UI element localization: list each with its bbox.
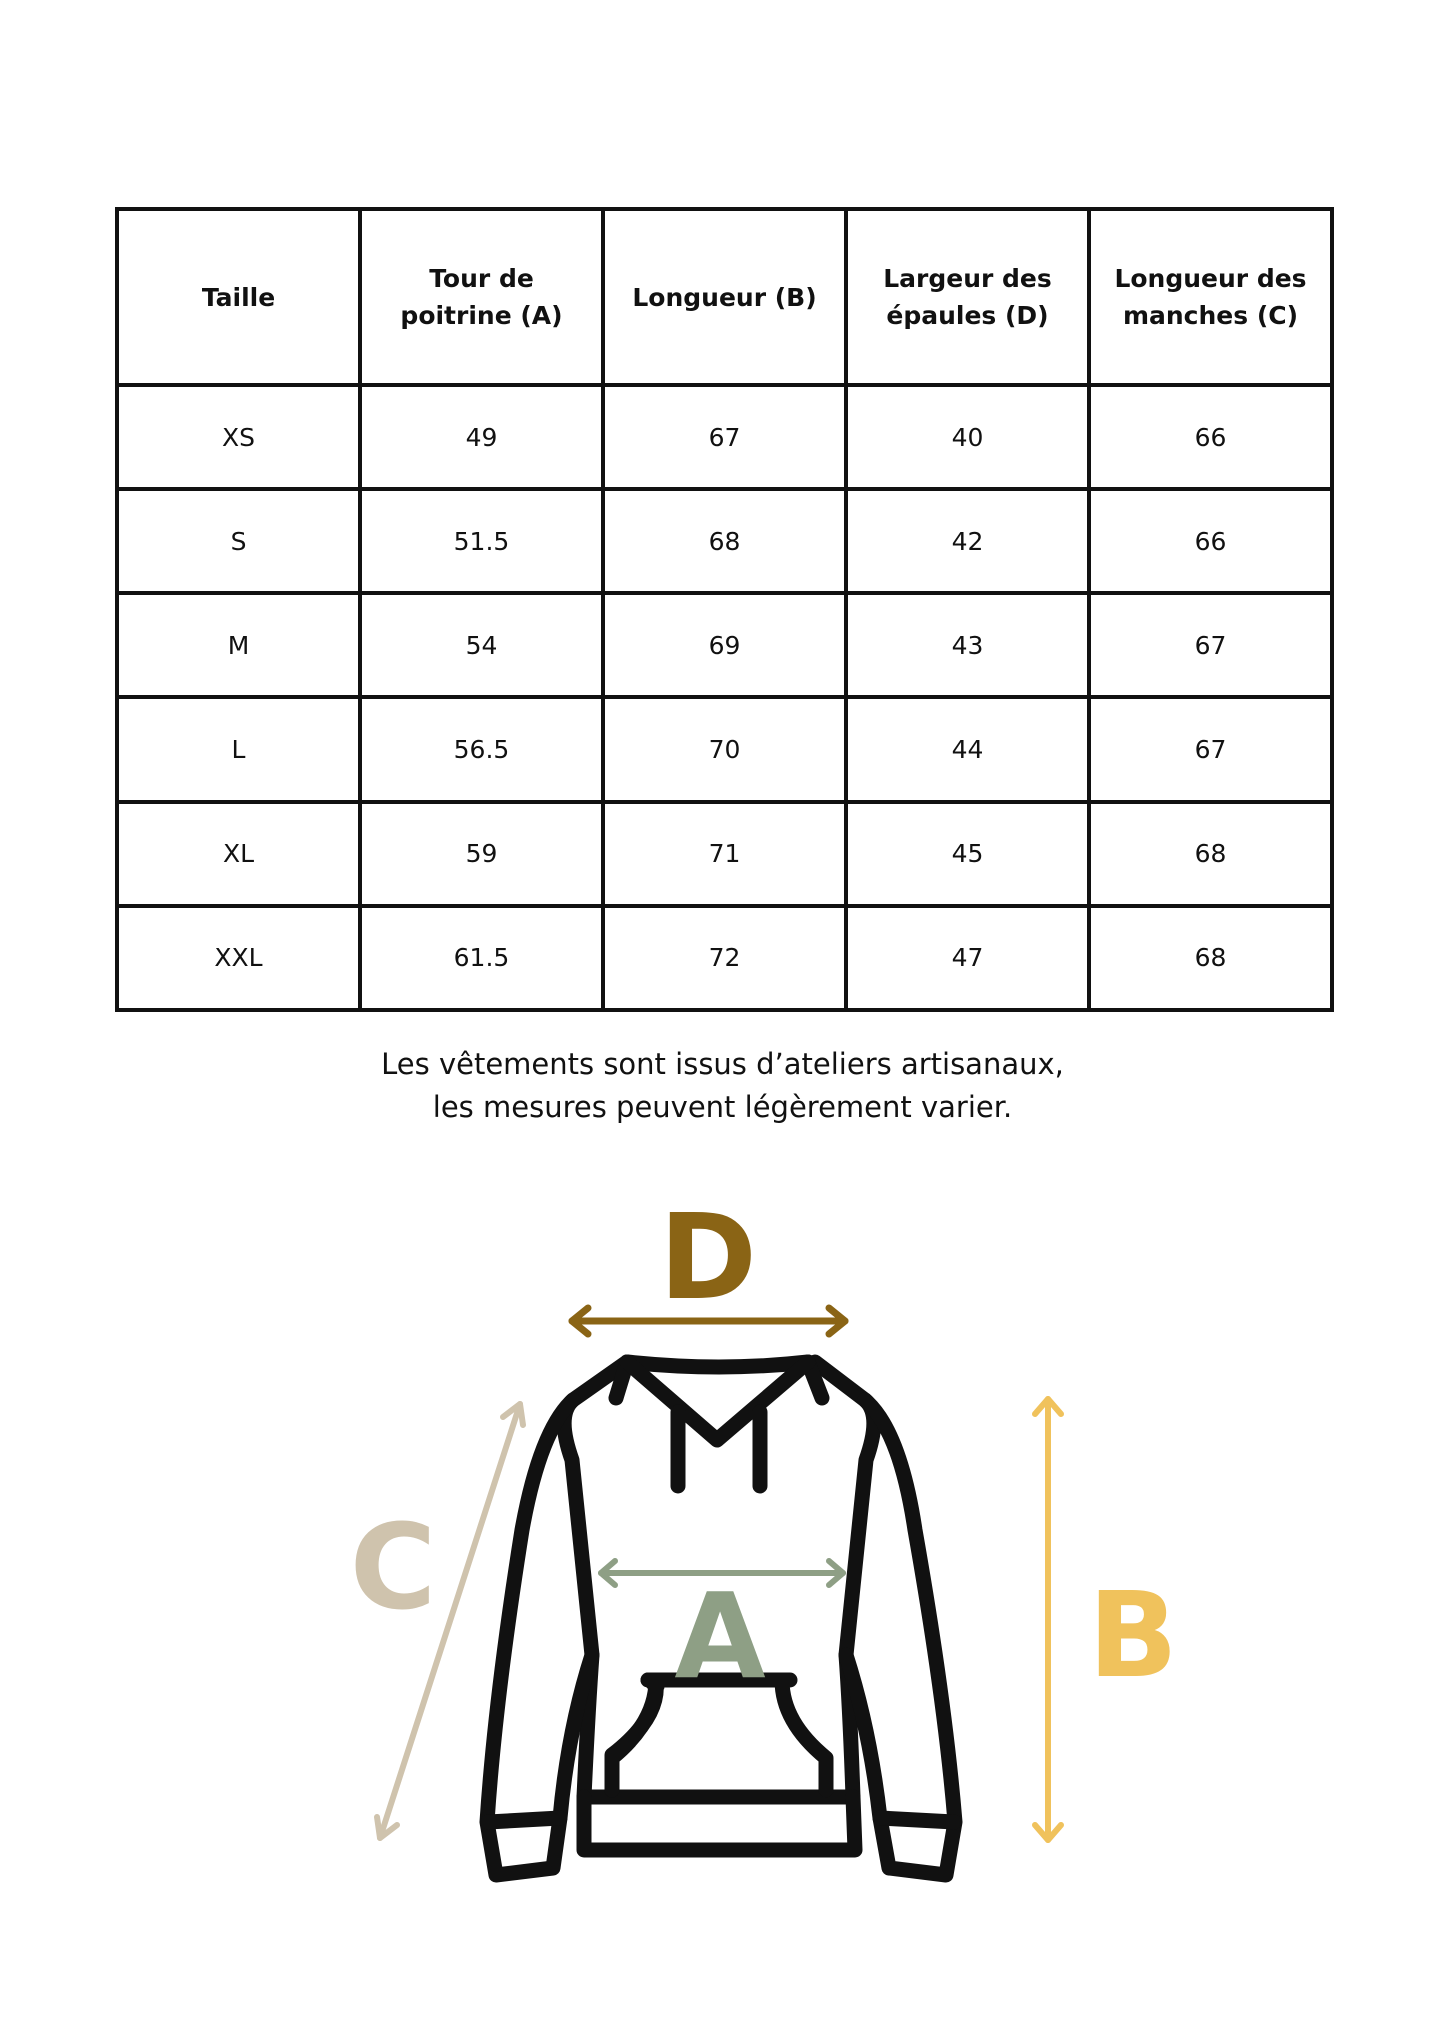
cell-sleeves: 67 bbox=[1089, 593, 1332, 697]
table-row bbox=[117, 593, 1332, 697]
header-size: Taille bbox=[117, 209, 360, 385]
cell-shoulders: 42 bbox=[846, 489, 1089, 593]
cell-sleeves: 67 bbox=[1089, 697, 1332, 801]
table-row bbox=[117, 697, 1332, 801]
cell-chest: 61.5 bbox=[360, 906, 603, 1010]
cell-size: XXL bbox=[117, 906, 360, 1010]
hoodie-measurement-diagram bbox=[0, 1180, 1445, 1920]
label-c: C bbox=[349, 1498, 437, 1636]
table-row bbox=[117, 385, 1332, 489]
cell-chest: 59 bbox=[360, 802, 603, 906]
cell-size: XL bbox=[117, 802, 360, 906]
cell-size: S bbox=[117, 489, 360, 593]
table-row bbox=[117, 802, 1332, 906]
cell-size: L bbox=[117, 697, 360, 801]
cell-chest: 49 bbox=[360, 385, 603, 489]
header-sleeves: Longueur des manches (C) bbox=[1089, 209, 1332, 385]
measurement-note bbox=[0, 1043, 1445, 1129]
table-header-row bbox=[117, 209, 1332, 385]
cell-length: 69 bbox=[603, 593, 846, 697]
note-line-1: Les vêtements sont issus d’ateliers artisanaux, bbox=[381, 1047, 1064, 1081]
cell-length: 71 bbox=[603, 802, 846, 906]
cell-shoulders: 44 bbox=[846, 697, 1089, 801]
label-d: D bbox=[659, 1188, 757, 1326]
cell-length: 70 bbox=[603, 697, 846, 801]
label-a: A bbox=[674, 1567, 766, 1705]
arrow-b-icon bbox=[1035, 1399, 1061, 1840]
cell-chest: 51.5 bbox=[360, 489, 603, 593]
cell-size: XS bbox=[117, 385, 360, 489]
size-table bbox=[115, 207, 1334, 1012]
cell-shoulders: 43 bbox=[846, 593, 1089, 697]
cell-chest: 54 bbox=[360, 593, 603, 697]
cell-sleeves: 66 bbox=[1089, 489, 1332, 593]
cell-shoulders: 40 bbox=[846, 385, 1089, 489]
cell-sleeves: 68 bbox=[1089, 906, 1332, 1010]
cell-length: 68 bbox=[603, 489, 846, 593]
table-row bbox=[117, 489, 1332, 593]
header-shoulders: Largeur des épaules (D) bbox=[846, 209, 1089, 385]
cell-sleeves: 68 bbox=[1089, 802, 1332, 906]
cell-length: 67 bbox=[603, 385, 846, 489]
cell-length: 72 bbox=[603, 906, 846, 1010]
cell-chest: 56.5 bbox=[360, 697, 603, 801]
cell-shoulders: 47 bbox=[846, 906, 1089, 1010]
label-b: B bbox=[1088, 1566, 1178, 1704]
cell-sleeves: 66 bbox=[1089, 385, 1332, 489]
header-length: Longueur (B) bbox=[603, 209, 846, 385]
cell-size: M bbox=[117, 593, 360, 697]
header-chest: Tour de poitrine (A) bbox=[360, 209, 603, 385]
table-row bbox=[117, 906, 1332, 1010]
cell-shoulders: 45 bbox=[846, 802, 1089, 906]
note-line-2: les mesures peuvent légèrement varier. bbox=[432, 1090, 1013, 1124]
